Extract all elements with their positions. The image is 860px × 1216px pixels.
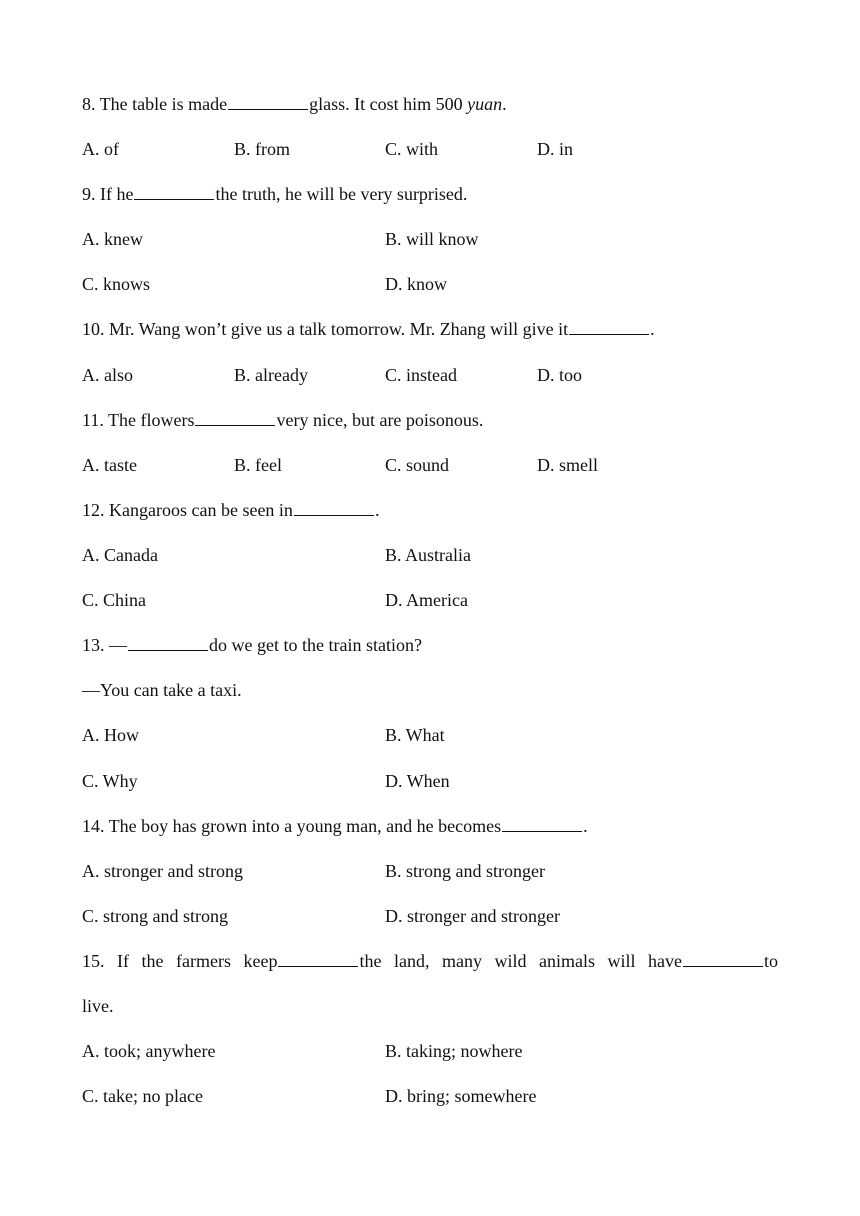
answer-blank[interactable] — [294, 497, 374, 516]
question-12-option-c[interactable]: C. China — [82, 590, 147, 610]
question-15-stem: 15. If the farmers keep the land, many wild animals will have to — [82, 947, 778, 975]
question-10-stem: 10. Mr. Wang won’t give us a talk tomorrow. Mr. Zhang will give it . — [82, 315, 655, 343]
question-13-option-c[interactable]: C. Why — [82, 771, 138, 791]
answer-blank[interactable] — [195, 407, 275, 426]
question-11-stem: 11. The flowers very nice, but are poisonous. — [82, 406, 483, 434]
question-15-stem-continued: live. — [82, 996, 114, 1016]
question-10-option-a[interactable]: A. also — [82, 365, 133, 385]
answer-blank[interactable] — [683, 948, 763, 967]
question-9-option-b[interactable]: B. will know — [385, 229, 479, 249]
question-13-stem: 13. — do we get to the train station? — [82, 631, 422, 659]
question-11-option-d[interactable]: D. smell — [537, 455, 598, 475]
answer-blank[interactable] — [128, 632, 208, 651]
question-14-option-b[interactable]: B. strong and stronger — [385, 861, 545, 881]
question-11-option-c[interactable]: C. sound — [385, 455, 450, 475]
question-15-option-c[interactable]: C. take; no place — [82, 1086, 203, 1106]
question-9-option-d[interactable]: D. know — [385, 274, 447, 294]
question-10-option-c[interactable]: C. instead — [385, 365, 457, 385]
question-10-option-d[interactable]: D. too — [537, 365, 582, 385]
question-14-option-a[interactable]: A. stronger and strong — [82, 861, 243, 881]
question-12-option-b[interactable]: B. Australia — [385, 545, 471, 565]
question-13-option-d[interactable]: D. When — [385, 771, 450, 791]
question-8-option-b[interactable]: B. from — [234, 139, 290, 159]
question-10-option-b[interactable]: B. already — [234, 365, 308, 385]
question-14-option-d[interactable]: D. stronger and stronger — [385, 906, 560, 926]
question-8-stem: 8. The table is made glass. It cost him 500 yuan. — [82, 90, 507, 118]
question-14-stem: 14. The boy has grown into a young man, and he becomes . — [82, 812, 588, 840]
question-9-option-c[interactable]: C. knows — [82, 274, 151, 294]
question-9-option-a[interactable]: A. knew — [82, 229, 143, 249]
question-15-option-d[interactable]: D. bring; somewhere — [385, 1086, 537, 1106]
answer-blank[interactable] — [569, 316, 649, 335]
question-15-option-a[interactable]: A. took; anywhere — [82, 1041, 216, 1061]
question-9-stem: 9. If he the truth, he will be very surprised. — [82, 180, 467, 208]
answer-blank[interactable] — [278, 948, 358, 967]
question-8-option-c[interactable]: C. with — [385, 139, 439, 159]
question-13-option-a[interactable]: A. How — [82, 725, 139, 745]
question-12-option-a[interactable]: A. Canada — [82, 545, 158, 565]
question-14-option-c[interactable]: C. strong and strong — [82, 906, 228, 926]
question-12-option-d[interactable]: D. America — [385, 590, 468, 610]
question-11-option-a[interactable]: A. taste — [82, 455, 137, 475]
question-13-reply: —You can take a taxi. — [82, 680, 242, 700]
question-12-stem: 12. Kangaroos can be seen in . — [82, 496, 379, 524]
answer-blank[interactable] — [134, 181, 214, 200]
question-11-option-b[interactable]: B. feel — [234, 455, 282, 475]
question-13-option-b[interactable]: B. What — [385, 725, 445, 745]
question-15-option-b[interactable]: B. taking; nowhere — [385, 1041, 523, 1061]
question-8-option-a[interactable]: A. of — [82, 139, 119, 159]
answer-blank[interactable] — [228, 91, 308, 110]
question-8-option-d[interactable]: D. in — [537, 139, 573, 159]
answer-blank[interactable] — [502, 813, 582, 832]
